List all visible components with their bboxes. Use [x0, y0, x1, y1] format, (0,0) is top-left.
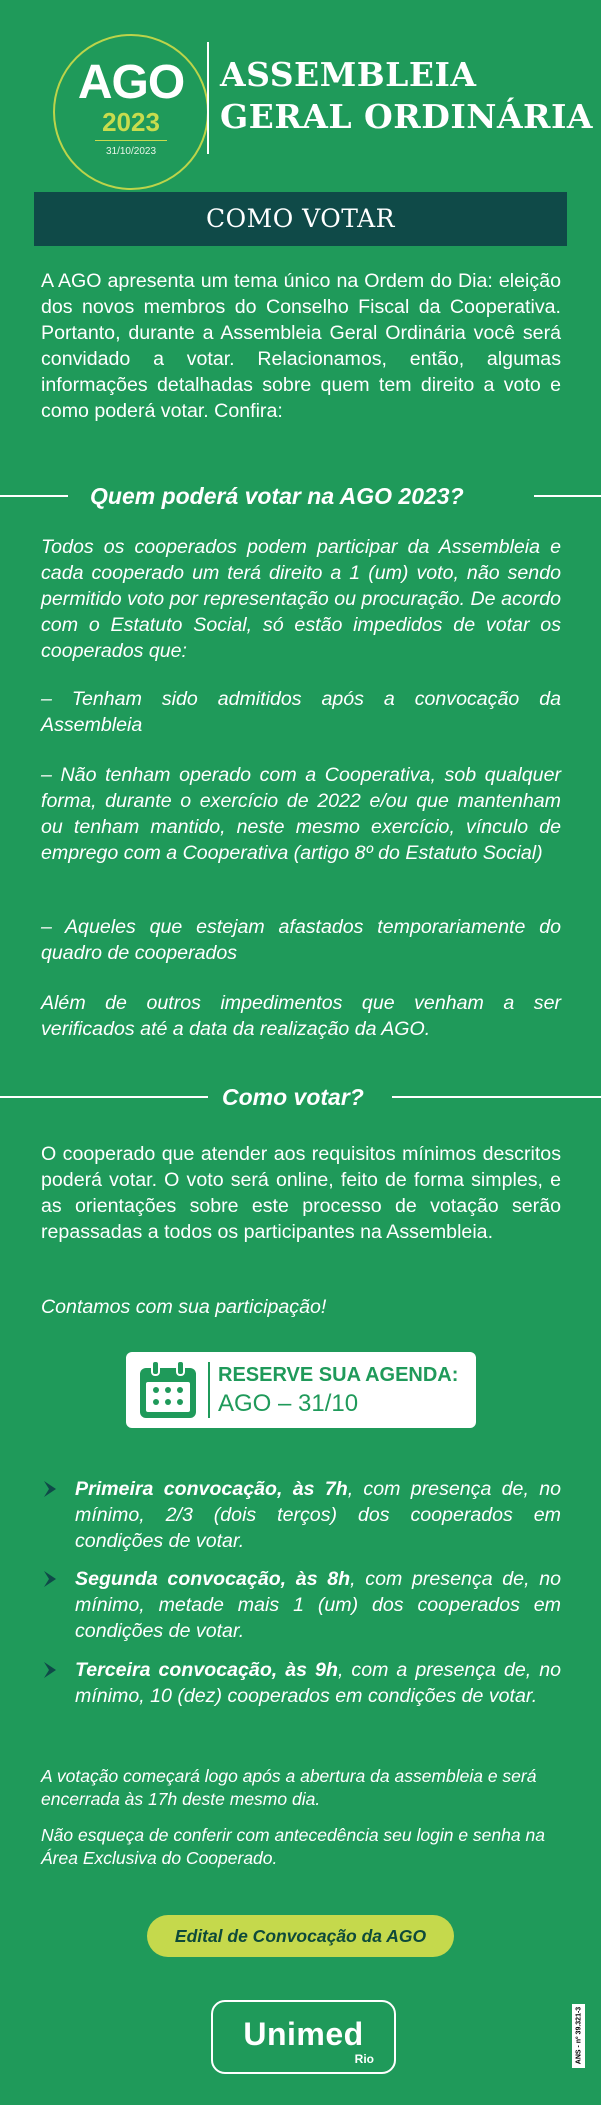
calendar-icon — [136, 1358, 200, 1422]
intro-text: A AGO apresenta um tema único na Ordem do Dia: eleição dos novos membros do Conselho Fiscal da Cooperativa. Portanto, durante a Assembleia Geral Ordinária você será convidado a votar. Relacionamos, então, algumas informações detalhadas sobre quem tem direito a voto e como poderá votar. Confira: — [41, 270, 561, 422]
reserve-title: RESERVE SUA AGENDA: — [218, 1364, 459, 1386]
title-line-1: ASSEMBLEIA — [220, 55, 477, 94]
convocation-detail: , com a presença de, no mínimo, 10 (dez) cooperados em condições de votar. — [75, 1659, 562, 1707]
section1-paragraph-2: – Tenham sido admitidos após a convocação da Assembleia — [41, 688, 561, 736]
title-line-2: GERAL ORDINÁRIA — [220, 97, 594, 136]
reserve-agenda-box — [126, 1352, 476, 1428]
section-heading-quem: Quem poderá votar na AGO 2023? — [90, 483, 464, 509]
section-divider-2 — [0, 1082, 601, 1112]
convocation-detail: , com presença de, no mínimo, 2/3 (dois terços) dos cooperados em condições de votar. — [75, 1478, 561, 1552]
section1-paragraph-5: Além de outros impedimentos que venham a ser verificados até a data da realização da AGO. — [41, 992, 561, 1040]
section1-paragraph-3: – Não tenham operado com a Cooperativa, sob qualquer forma, durante o exercício de 2022 e/ou que mantenham ou tenham mantido, neste mesmo exercício, vínculo de emprego com a Cooperativa (artigo 8º do Estatuto Social) — [41, 764, 561, 864]
ans-label: ANS - nº 39.321-3 — [575, 2006, 583, 2065]
convocation-text — [75, 1657, 561, 1709]
convocation-item-2 — [41, 1566, 561, 1646]
convocation-text — [75, 1476, 561, 1554]
convocation-detail: , com presença de, no mínimo, metade mais 1 (um) dos cooperados em condições de votar. — [75, 1568, 561, 1642]
section-heading-como: Como votar? — [222, 1084, 364, 1110]
section1-paragraph-1: Todos os cooperados podem participar da Assembleia e cada cooperado um terá direito a 1 (um) voto, não sendo permitido voto por representação ou procuração. De acordo com o Estatuto Social, só estão impedidos de votar os cooperados que: — [41, 536, 561, 662]
logo-name: Unimed — [243, 2016, 364, 2052]
edital-button[interactable]: Edital de Convocação da AGO — [147, 1915, 454, 1957]
section-divider-1 — [0, 481, 601, 511]
divider-line-right — [534, 495, 601, 497]
page-title — [220, 54, 593, 138]
reserve-date: AGO – 31/10 — [218, 1390, 359, 1417]
convocation-item-3 — [41, 1657, 561, 1737]
logo-region: Rio — [354, 2052, 374, 2066]
convocation-text — [75, 1566, 561, 1644]
section2-paragraph-2: Contamos com sua participação! — [41, 1296, 327, 1318]
ans-badge — [572, 2004, 585, 2068]
divider-line-left — [0, 1096, 208, 1098]
seal-year: 2023 — [102, 107, 160, 137]
convocation-label: Terceira convocação, às 9h — [75, 1659, 338, 1681]
convocation-item-1 — [41, 1476, 561, 1556]
note-voting-hours: A votação começará logo após a abertura da assembleia e será encerrada às 17h deste mesmo dia. — [41, 1766, 537, 1809]
section1-paragraph-4: – Aqueles que estejam afastados temporariamente do quadro de cooperados — [41, 916, 561, 964]
unimed-logo — [211, 2000, 396, 2074]
section2-paragraph-1: O cooperado que atender aos requisitos mínimos descritos poderá votar. O voto será online, feito de forma simples, e as orientações sobre este processo de votação serão repassadas a todos os participantes na Assembleia. — [41, 1143, 561, 1243]
header-divider — [207, 42, 209, 154]
convocation-label: Segunda convocação, às 8h — [75, 1568, 351, 1590]
seal-date: 31/10/2023 — [105, 146, 157, 157]
reserve-separator — [208, 1362, 210, 1418]
chevron-right-icon — [41, 1570, 59, 1588]
ago-seal — [53, 34, 209, 190]
seal-rule — [95, 140, 167, 141]
section-band: COMO VOTAR — [34, 192, 567, 246]
divider-line-right — [392, 1096, 601, 1098]
chevron-right-icon — [41, 1661, 59, 1679]
convocation-label: Primeira convocação, às 7h — [75, 1478, 348, 1500]
note-login-reminder: Não esqueça de conferir com antecedência seu login e senha na Área Exclusiva do Cooperado. — [41, 1825, 545, 1868]
seal-ago: AGO — [77, 56, 185, 109]
chevron-right-icon — [41, 1480, 59, 1498]
header — [0, 0, 601, 190]
divider-line-left — [0, 495, 68, 497]
